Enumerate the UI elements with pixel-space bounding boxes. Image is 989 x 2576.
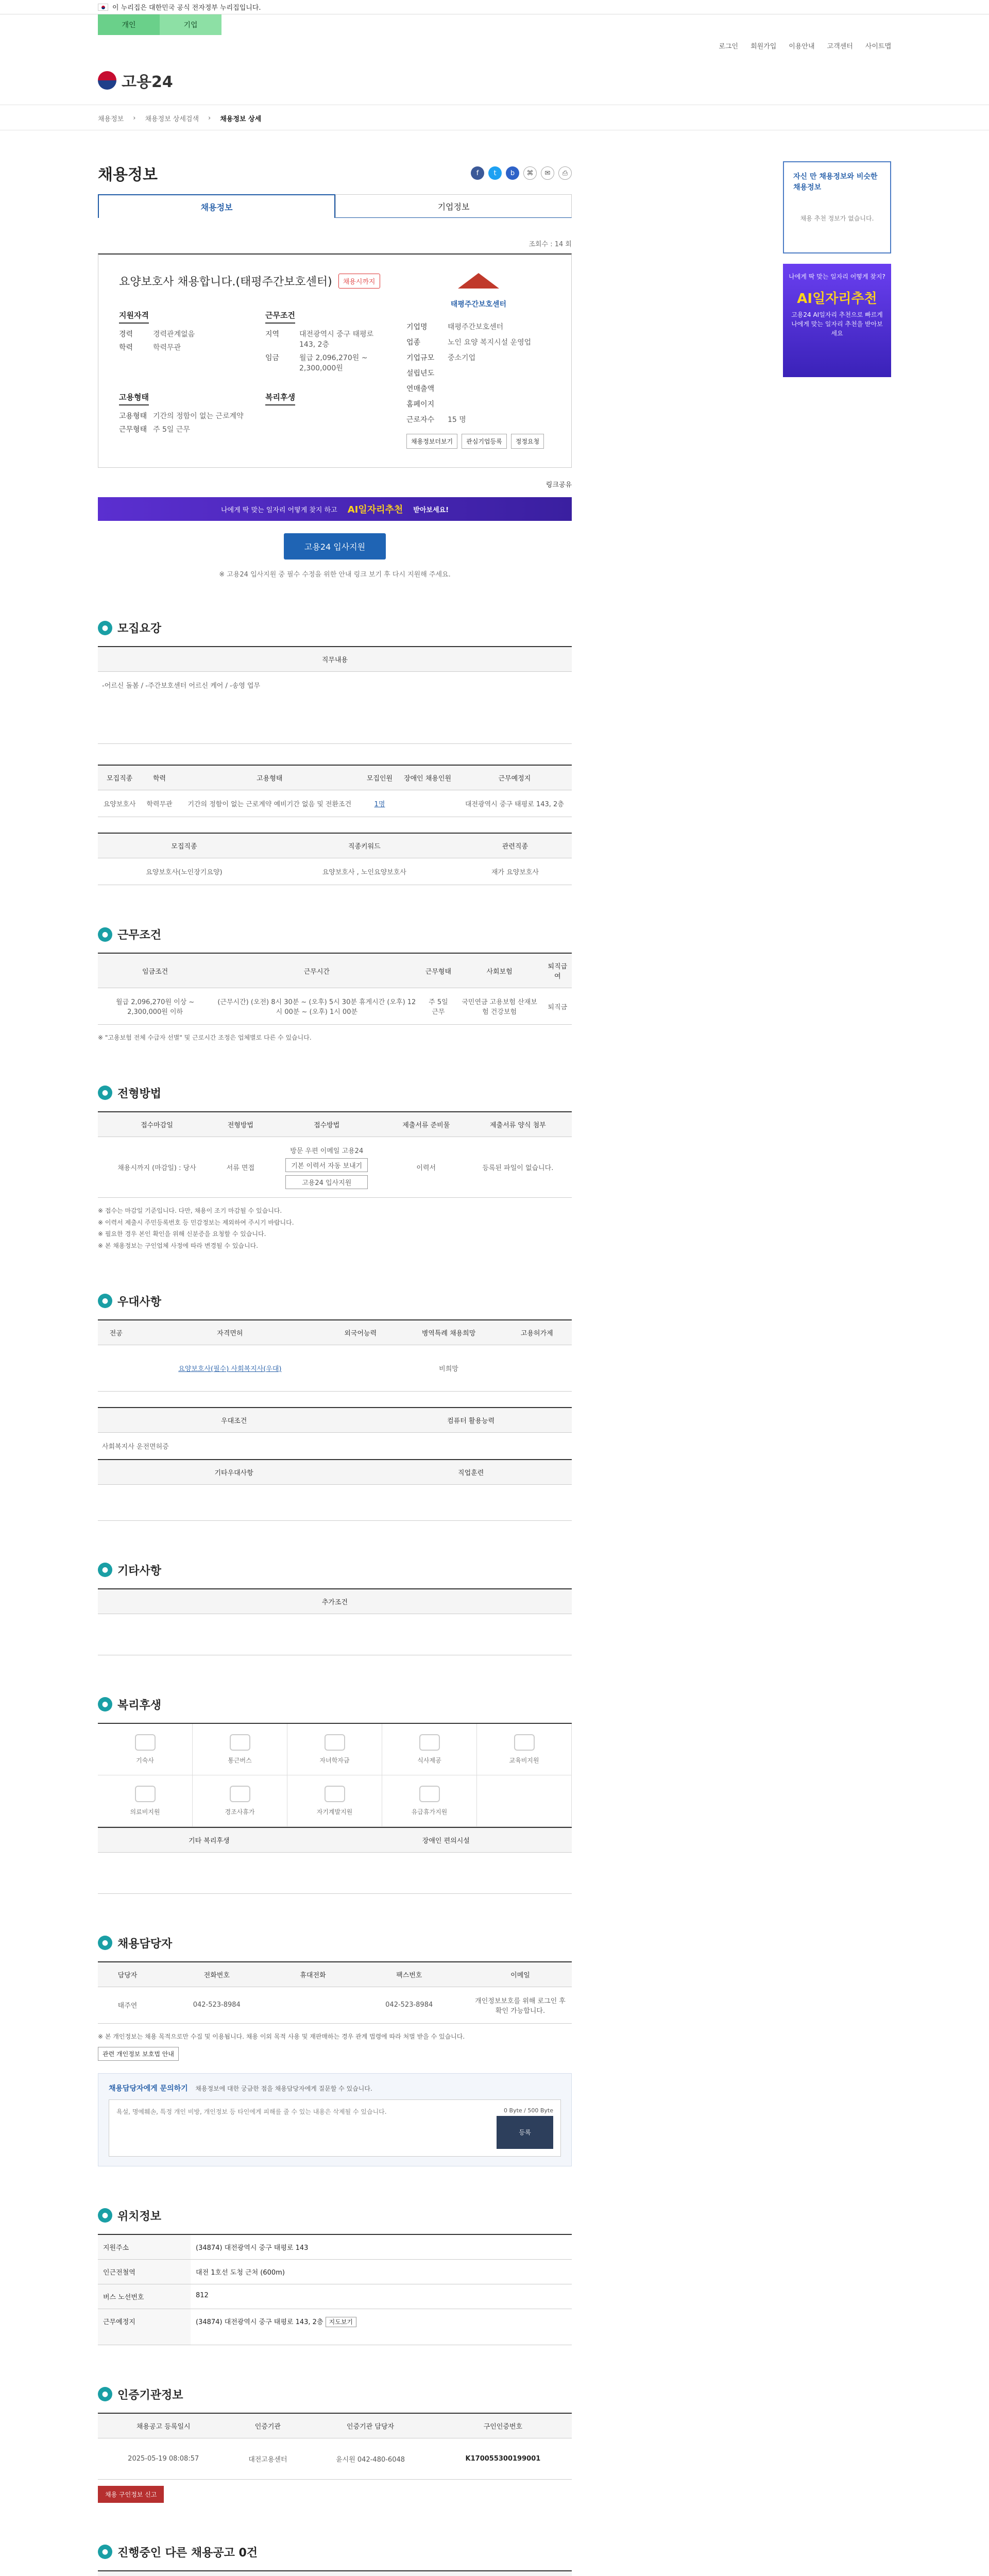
col-header — [98, 2571, 186, 2576]
col-header: 접수방법 — [265, 1112, 388, 1137]
table-row — [98, 2438, 572, 2479]
job-title: 요양보호사 채용합니다.(태평주간보호센터) — [119, 276, 332, 289]
breadcrumb-2[interactable]: 채용정보 상세검색 — [145, 115, 199, 123]
cell: 042-523-8984 — [157, 1987, 277, 2023]
cell: 서류 면접 — [216, 1137, 265, 1197]
label: 경력 — [119, 330, 133, 338]
col-header: 접수마감일 — [98, 1112, 216, 1137]
value: 학력무관 — [153, 344, 181, 352]
qa-sub: 채용정보에 대한 궁금한 점을 채용담당자에게 질문할 수 있습니다. — [195, 2084, 372, 2092]
section-title: 우대사항 — [117, 1295, 162, 1309]
guide-link[interactable]: 이용안내 — [789, 42, 815, 50]
side-empty: 채용 추천 정보가 없습니다. — [800, 215, 874, 222]
vacation-icon — [419, 1786, 440, 1802]
welfare-block — [265, 392, 391, 434]
col-header: 고용형태 — [178, 765, 362, 790]
value: 대전 1호선 도청 근처 (600m) — [196, 2268, 285, 2277]
value: 기간의 정함이 없는 근로계약 — [153, 412, 244, 420]
logo-icon — [98, 71, 116, 90]
page-title: 채용정보 — [98, 166, 158, 184]
label: 기업규모 — [406, 354, 435, 362]
col-header: 외국어능력 — [326, 1320, 395, 1345]
other-jobs-section — [98, 2544, 572, 2576]
company-logo — [450, 273, 507, 309]
col-header: 제출서류 준비물 — [388, 1112, 464, 1137]
table-row — [98, 2309, 572, 2345]
share-link[interactable]: 링크공유 — [545, 481, 572, 489]
qa-submit-button[interactable]: 등록 — [497, 2116, 553, 2149]
employment-type-block — [119, 392, 245, 434]
qa-title: 채용담당자에게 문의하기 — [109, 2084, 188, 2093]
meal-icon — [419, 1734, 440, 1751]
value — [448, 383, 551, 394]
section-icon: ● — [98, 2545, 112, 2559]
cell: 윤시원 042-480-6048 — [306, 2438, 434, 2479]
chevron-icon: › — [133, 114, 136, 122]
cell: 요양보호사 — [98, 790, 141, 817]
link-icon[interactable]: ⌘ — [523, 166, 537, 180]
col-header: 전화번호 — [157, 1962, 277, 1987]
col-header: 사회보험 — [455, 953, 543, 988]
note-line: ※ 본 채용정보는 구인업체 사정에 따라 변경될 수 있습니다. — [98, 1242, 259, 1250]
col-header: 기타우대사항 — [98, 1460, 370, 1485]
col-header: 인증기관 — [229, 2413, 306, 2438]
education-icon — [514, 1734, 535, 1751]
col-header: 고용허가제 — [502, 1320, 572, 1345]
col-header: 장애인 편의시설 — [320, 1827, 572, 1853]
conditions-block — [265, 310, 391, 373]
label: 고용형태 — [119, 412, 147, 420]
cell: 월급 2,096,270원 이상 ~ 2,300,000원 이하 — [98, 988, 212, 1025]
view-count: 조회수 : 14 회 — [528, 241, 572, 248]
job-summary-card — [98, 253, 572, 468]
col-header: 구인인증번호 — [434, 2413, 572, 2438]
cell: 학력무관 — [141, 790, 178, 817]
col-header: 퇴직급여 — [543, 953, 572, 988]
note-line: ※ 이력서 제출시 주민등록번호 등 민감정보는 제외하여 주시기 바랍니다. — [98, 1218, 294, 1226]
login-link[interactable]: 로그인 — [719, 42, 739, 50]
label: 연매출액 — [406, 385, 435, 393]
col-header: 병역특례 채용희망 — [395, 1320, 502, 1345]
cell: (근무시간) (오전) 8시 30분 ~ (오후) 5시 30분 휴게시간 (오후) 12시 00분 ~ (오후) 1시 00분 — [212, 988, 421, 1025]
cell: 주 5일 근무 — [421, 988, 455, 1025]
col-header: 채용공고 등록일시 — [98, 2413, 229, 2438]
label: 설립년도 — [406, 369, 435, 378]
correction-button[interactable]: 정정요청 — [511, 434, 544, 449]
cell: 요양보호사(노인장기요양) — [98, 858, 270, 885]
signup-link[interactable]: 회원가입 — [751, 42, 777, 50]
etc-section — [98, 1562, 572, 1655]
more-jobs-button[interactable]: 채용정보더보기 — [406, 434, 457, 449]
apply-button[interactable]: 고용24 입사지원 — [284, 533, 386, 560]
col-header: 근무시간 — [212, 953, 421, 988]
value — [448, 368, 551, 378]
table-row — [98, 1137, 572, 1197]
cell — [98, 1345, 134, 1391]
col-header — [261, 2571, 335, 2576]
cell: 요양보호사 , 노인요양보호사 — [270, 858, 458, 885]
ad-highlight: AI일자리추천 — [347, 504, 403, 515]
company-logo-text: 태평주간보호센터 — [450, 300, 507, 309]
breadcrumb-3: 채용정보 상세 — [220, 115, 262, 123]
cell — [502, 1345, 572, 1391]
welfare-label: 자기계발지원 — [316, 1808, 353, 1816]
location-section — [98, 2208, 572, 2345]
col-header: 모집직종 — [98, 765, 141, 790]
label: 근무예정지 — [98, 2309, 191, 2345]
welfare-label: 교육비지원 — [509, 1756, 539, 1764]
chevron-icon: › — [208, 114, 211, 122]
gov-text: 이 누리집은 대한민국 공식 전자정부 누리집입니다. — [112, 4, 261, 12]
welfare-section — [98, 1697, 572, 1894]
cell — [277, 1987, 350, 2023]
side-ai-banner[interactable] — [783, 264, 891, 377]
cell: 개인정보보호를 위해 로그인 후 확인 가능합니다. — [469, 1987, 572, 2023]
col-header: 근무예정지 — [457, 765, 572, 790]
growth-icon — [325, 1786, 345, 1802]
col-header: 제출서류 양식 첨부 — [464, 1112, 572, 1137]
cell[interactable]: 1명 — [362, 790, 398, 817]
event-icon — [230, 1786, 250, 1802]
table-row — [98, 790, 572, 817]
ad-text: 나에게 딱 맞는 일자리 어떻게 찾지 하고 — [220, 506, 337, 514]
section-title: 복리후생 — [117, 1699, 162, 1712]
side-title: 자신 만 채용정보와 비슷한 채용정보 — [793, 173, 878, 192]
section-icon: ● — [98, 2208, 112, 2223]
table-row — [98, 1987, 572, 2023]
label: 지원주소 — [98, 2235, 191, 2259]
byte-count: 0 Byte / 500 Byte — [504, 2107, 553, 2114]
note-line: ※ 접수는 마감일 기준입니다. 다만, 채용이 조기 마감될 수 있습니다. — [98, 1207, 282, 1214]
side-ad-sub: 고용24 AI일자리 추천으로 빠르게 나에게 맞는 일자리 추천을 받아보세요 — [791, 311, 883, 337]
cell: 요양보호사(필수) 사회복지사(우대) — [134, 1345, 326, 1391]
print-icon[interactable]: ⎙ — [558, 166, 572, 180]
col-header: 담당자 — [98, 1962, 157, 1987]
value: 주 5일 근무 — [153, 426, 190, 434]
tab-company-info[interactable]: 기업정보 — [335, 194, 572, 218]
tuition-icon — [325, 1734, 345, 1751]
welfare-label: 자녀학자금 — [319, 1756, 350, 1764]
welfare-item — [193, 1775, 287, 1827]
facebook-icon[interactable]: f — [471, 166, 484, 180]
col-header: 인증기관 담당자 — [306, 2413, 434, 2438]
cell: 대전고용센터 — [229, 2438, 306, 2479]
cell: 사회복지사 운전면허증 — [98, 1432, 370, 1460]
section-title: 인증기관정보 — [117, 2388, 183, 2402]
section-title: 기타사항 — [117, 1564, 162, 1578]
section-title: 전형방법 — [117, 1087, 162, 1100]
contact-section — [98, 1935, 572, 2166]
mail-icon[interactable]: ✉ — [541, 166, 554, 180]
section-title: 모집요강 — [117, 622, 162, 635]
deadline-badge: 채용시까지 — [338, 274, 380, 289]
col-header: 임금조건 — [98, 953, 212, 988]
label: 지역 — [265, 330, 280, 338]
col-header: 기타 복리후생 — [98, 1827, 320, 1853]
label: 인근전철역 — [98, 2260, 191, 2284]
breadcrumb-1[interactable]: 채용정보 — [98, 115, 124, 123]
help-link[interactable]: 고객센터 — [827, 42, 853, 50]
logo-text: 고용24 — [122, 73, 173, 91]
cert-section — [98, 2386, 572, 2503]
similar-jobs-box — [783, 161, 891, 253]
report-button[interactable]: 채용 구인정보 신고 — [98, 2486, 164, 2503]
cell: K170055300199001 — [434, 2438, 572, 2479]
col-header: 학력 — [141, 765, 178, 790]
value: 중소기업 — [448, 354, 476, 362]
label: 근로자수 — [406, 416, 435, 424]
col-header: 관련직종 — [458, 833, 572, 858]
section-icon: ● — [98, 1936, 112, 1950]
table-row — [98, 2235, 572, 2260]
preference-section — [98, 1293, 572, 1521]
section-icon: ● — [98, 1294, 112, 1308]
value: 대전광역시 중구 태평로 143, 2층 — [299, 330, 374, 349]
work-section — [98, 926, 572, 1044]
value: 태평주간보호센터 — [448, 323, 504, 331]
table-row — [98, 858, 572, 885]
col-header: 장애인 채용인원 — [398, 765, 457, 790]
block-heading: 지원자격 — [119, 310, 149, 324]
col-header: 팩스번호 — [349, 1962, 469, 1987]
col-header: 근무형태 — [421, 953, 455, 988]
welfare-item — [382, 1724, 477, 1775]
col-header — [423, 2571, 498, 2576]
value: 월급 2,096,270원 ~ 2,300,000원 — [299, 354, 368, 372]
label: 임금 — [265, 354, 280, 362]
bus-icon — [230, 1734, 250, 1751]
section-title: 위치정보 — [117, 2210, 162, 2223]
cell: 대전광역시 중구 태평로 143, 2층 — [457, 790, 572, 817]
duty-cell: -어르신 돌봄 / -주간보호센터 어르신 케어 / -송영 업무 — [98, 672, 572, 744]
welfare-label: 의료비지원 — [130, 1808, 160, 1816]
block-heading: 근무조건 — [265, 310, 295, 324]
medical-icon — [135, 1786, 156, 1802]
recruit-section — [98, 620, 572, 885]
welfare-label: 식사제공 — [417, 1756, 441, 1764]
cell: 비희망 — [395, 1345, 502, 1391]
dormitory-icon — [135, 1734, 156, 1751]
value — [448, 399, 551, 409]
tab-personal[interactable]: 개인 — [98, 14, 160, 35]
cell: 퇴직금 — [543, 988, 572, 1025]
col-header: 직무내용 — [98, 647, 572, 672]
welfare-item — [287, 1724, 382, 1775]
cell: 채용시까지 (마감일) : 당사 — [98, 1137, 216, 1197]
cell — [326, 1345, 395, 1391]
col-header: 직업훈련 — [370, 1460, 572, 1485]
welfare-item — [98, 1724, 193, 1775]
ad-cta: 받아보세요! — [413, 506, 449, 514]
auto-resume-button[interactable]: 기본 이력서 자동 보내기 — [285, 1158, 368, 1172]
cell — [398, 790, 457, 817]
work-note: ※ "고용보험 전체 수급자 선별" 및 근로시간 조정은 업체별로 다른 수 있습니다. — [98, 1034, 312, 1041]
qualification-block — [119, 310, 245, 373]
tab-job-info[interactable]: 채용정보 — [98, 194, 335, 218]
process-section — [98, 1085, 572, 1252]
apply-note: ※ 고용24 입사지원 중 필수 수정을 위한 안내 링크 보기 후 다시 지원해 주세요. — [219, 571, 451, 579]
gov-banner — [0, 0, 989, 14]
cell: 이력서 — [388, 1137, 464, 1197]
section-title: 근무조건 — [117, 929, 162, 942]
twitter-icon[interactable]: t — [488, 166, 502, 180]
col-header: 모집인원 — [362, 765, 398, 790]
section-title: 진행중인 다른 채용공고 0건 — [117, 2546, 258, 2560]
qa-input[interactable] — [116, 2107, 490, 2140]
favorite-company-button[interactable]: 관심기업등록 — [462, 434, 507, 449]
flag-icon — [98, 4, 108, 11]
note-line: ※ 필요한 경우 본인 확인을 위해 신분증을 요청할 수 있습니다. — [98, 1230, 266, 1238]
section-title: 채용담당자 — [117, 1937, 173, 1951]
section-icon: ● — [98, 1086, 112, 1100]
value: 경력관계없음 — [153, 330, 195, 338]
welfare-item — [287, 1775, 382, 1827]
welfare-label: 기숙사 — [136, 1756, 154, 1764]
col-header — [186, 2571, 261, 2576]
sidebar — [783, 161, 891, 2576]
site-logo[interactable] — [98, 69, 173, 92]
section-icon: ● — [98, 621, 112, 635]
privacy-law-button[interactable]: 관련 개인정보 보호법 안내 — [98, 2047, 179, 2061]
label: 학력 — [119, 344, 133, 352]
table-row — [98, 2284, 572, 2309]
qa-box — [98, 2073, 572, 2166]
value: 15 명 — [448, 416, 466, 424]
section-icon: ● — [98, 927, 112, 942]
cell: 재가 요양보호사 — [458, 858, 572, 885]
breadcrumb — [0, 105, 989, 130]
label: 근무형태 — [119, 426, 147, 434]
col-header: 모집직종 — [98, 833, 270, 858]
side-ad-small: 나에게 딱 맞는 일자리 어떻게 찾지? — [789, 273, 885, 280]
blog-icon[interactable]: b — [506, 166, 519, 180]
col-header: 우대조건 — [98, 1408, 370, 1433]
cell: 국민연금 고용보험 산재보험 건강보험 — [455, 988, 543, 1025]
welfare-item — [193, 1724, 287, 1775]
col-header: 컴퓨터 활용능력 — [370, 1408, 572, 1433]
sitemap-link[interactable]: 사이트맵 — [865, 42, 891, 50]
value: 812 — [196, 2291, 209, 2299]
col-header — [335, 2571, 423, 2576]
section-icon: ● — [98, 1697, 112, 1711]
block-heading: 복리후생 — [265, 392, 295, 405]
label: 버스 노선번호 — [98, 2284, 191, 2309]
cell: 등록된 파일이 없습니다. — [464, 1137, 572, 1197]
welfare-label: 통근버스 — [228, 1756, 252, 1764]
welfare-item — [477, 1724, 572, 1775]
welfare-label: 경조사휴가 — [225, 1808, 255, 1816]
col-header: 직종키워드 — [270, 833, 458, 858]
label: 업종 — [406, 338, 421, 347]
value: (34874) 대전광역시 중구 태평로 143, 2층 — [196, 2318, 323, 2326]
value: (34874) 대전광역시 중구 태평로 143 — [196, 2244, 309, 2252]
label: 기업명 — [406, 323, 428, 331]
cell: 방문 우편 이메일 고용24 — [290, 1147, 364, 1155]
table-row — [98, 2260, 572, 2284]
label: 홈페이지 — [406, 400, 435, 409]
section-icon: ● — [98, 1563, 112, 1577]
welfare-item — [98, 1775, 193, 1827]
welfare-label: 유급휴가지원 — [411, 1808, 448, 1816]
cell: 042-523-8984 — [349, 1987, 469, 2023]
table-row — [98, 988, 572, 1025]
col-header — [498, 2571, 572, 2576]
table-row — [98, 1345, 572, 1391]
map-button[interactable]: 지도보기 — [326, 2317, 356, 2327]
value: 노인 요양 복지시설 운영업 — [448, 338, 532, 347]
col-header: 전형방법 — [216, 1112, 265, 1137]
tab-company[interactable]: 기업 — [160, 14, 221, 35]
welfare-item — [382, 1775, 477, 1827]
col-header: 전공 — [98, 1320, 134, 1345]
col-header: 자격면허 — [134, 1320, 326, 1345]
block-heading: 고용형태 — [119, 392, 149, 405]
cell: 2025-05-19 08:08:57 — [98, 2438, 229, 2479]
cell: 태주연 — [98, 1987, 157, 2023]
cell: 기간의 정함이 없는 근로계약 예비기간 없음 및 전환조건 — [178, 790, 362, 817]
col-header: 휴대전화 — [277, 1962, 350, 1987]
privacy-note: ※ 본 개인정보는 채용 목적으로만 수집 및 이용됩니다. 채용 이외 목적 사용 및 재판매하는 경우 관계 법령에 따라 처벌 받을 수 있습니다. — [98, 2032, 465, 2040]
col-header: 이메일 — [469, 1962, 572, 1987]
apply-online-button[interactable]: 고용24 입사지원 — [285, 1175, 368, 1189]
section-icon: ● — [98, 2387, 112, 2401]
ai-recommend-banner[interactable] — [98, 497, 572, 521]
side-ad-title: AI일자리추천 — [797, 291, 877, 307]
col-header: 추가조건 — [98, 1589, 572, 1614]
